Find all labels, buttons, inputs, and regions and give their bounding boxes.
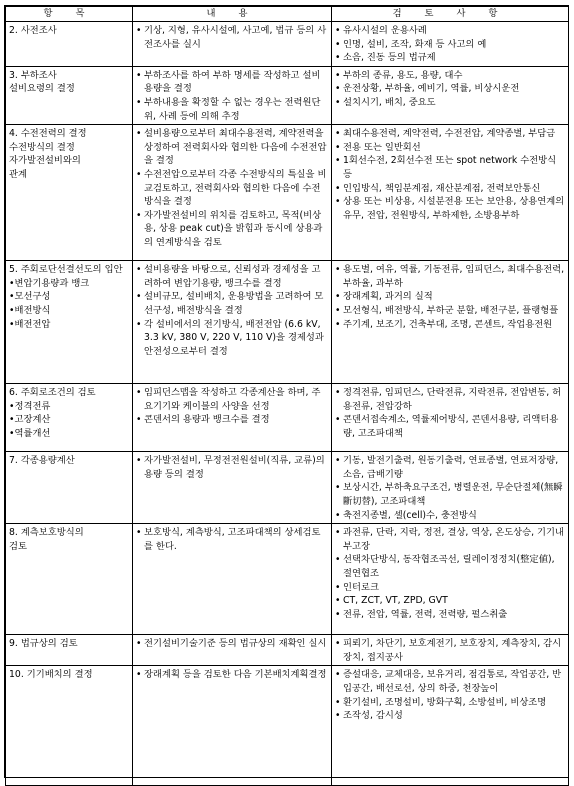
content-bullet: • 전기설비기술기준 등의 법규상의 재확인 실시 (136, 637, 328, 651)
header-review: 검 토 사 항 (332, 7, 569, 22)
review-bullet: • 선택차단방식, 동작협조곡선, 릴레이정정치(整定値), 절연협조 (335, 553, 565, 580)
review-bullet: • 운전상황, 부하율, 예비기, 역률, 비상시운전 (335, 82, 565, 96)
item-title-line: 9. 법규상의 검토 (9, 638, 78, 650)
item-title-line: 3. 부하조사 (9, 69, 57, 81)
content-cell (133, 635, 332, 666)
header-item: 항 목 (6, 7, 133, 22)
review-bullet: • 설치시기, 배치, 중요도 (335, 96, 565, 110)
review-bullet: • 증설대응, 교체대응, 보유거리, 점검통로, 작업공간, 반입공간, 배선로선, 상의 하중, 천장높이 (335, 668, 565, 695)
review-bullet: • 소음, 진동 등의 법규제 (335, 51, 565, 65)
item-title-line: 검토 (9, 540, 27, 552)
content-cell (133, 524, 332, 635)
item-title-line: 8. 계측보호방식의 (9, 527, 84, 539)
table-row (6, 66, 569, 124)
review-bullet: • 장래계획, 과거의 실적 (335, 290, 565, 304)
item-cell (6, 452, 133, 524)
content-bullet: • 각 설비에서의 전기방식, 배전전압 (6.6 kV, 3.3 kV, 380 V, 220 V, 110 V)을 경제성과 안전성으로부터 결정 (136, 318, 328, 359)
item-sub-point: • 모선구성 (9, 290, 129, 304)
item-cell (6, 635, 133, 666)
design-review-table (5, 6, 569, 786)
review-bullet: • 인명, 설비, 조작, 화재 등 사고의 예 (335, 38, 565, 52)
content-bullet: • 보호방식, 계측방식, 고조파대책의 상세검토를 한다. (136, 526, 328, 553)
item-title-line: 설비요령의 결정 (9, 83, 75, 95)
item-title-line: 수전방식의 결정 (9, 141, 75, 153)
content-bullet: • 부하조사를 하여 부하 명세를 작성하고 설비용량을 결정 (136, 69, 328, 96)
review-bullet: • 상용 또는 비상용, 시설분전용 또는 보안용, 상용연계의 유무, 전압, 전원방식, 부하제한, 소방용부하 (335, 195, 565, 222)
item-sub-point: • 역률개선 (9, 427, 129, 441)
content-bullet: • 자가발전설비, 무정전전원설비(직류, 교류)의 용량 등의 결정 (136, 454, 328, 481)
review-bullet: • CT, ZCT, VT, ZPD, GVT (335, 594, 565, 608)
content-bullet: • 부하내용을 확정할 수 없는 경우는 전력원단위, 사례 등에 의해 추정 (136, 96, 328, 123)
item-title-line: 7. 각종용량계산 (9, 455, 75, 467)
table-row (6, 261, 569, 384)
content-bullet: • 콘덴서의 용량과 뱅크수를 결정 (136, 413, 328, 427)
table-row (6, 22, 569, 67)
item-sub-point: • 정격전류 (9, 400, 129, 414)
review-cell (332, 261, 569, 384)
review-bullet: • 부하의 종류, 용도, 용량, 대수 (335, 69, 565, 83)
review-bullet: • 인입방식, 책임분계점, 재산분계점, 전력보안통신 (335, 182, 565, 196)
review-bullet: • 콘덴서접속계소, 역률제어방식, 콘덴서용량, 리액터용량, 고조파대책 (335, 413, 565, 440)
item-title-line: 2. 사전조사 (9, 25, 57, 36)
review-bullet: • 전류, 전압, 역률, 전력, 전력량, 펄스취출 (335, 608, 565, 622)
item-cell (6, 125, 133, 261)
review-bullet: • 최대수용전력, 계약전력, 수전전압, 계약종별, 부담금 (335, 127, 565, 141)
item-sub-point: • 고장계산 (9, 413, 129, 427)
content-bullet: • 설비용량을 바탕으로, 신뢰성과 경제성을 고려하여 변압기용량, 뱅크수를 결정 (136, 263, 328, 290)
content-bullet: • 임피던스맵을 작성하고 각종계산을 하며, 주요기기와 케이블의 사양을 선정 (136, 386, 328, 413)
review-bullet: • 1회선수전, 2회선수전 또는 spot network 수전방식 등 (335, 154, 565, 181)
review-bullet: • 인터로크 (335, 581, 565, 595)
review-bullet: • 정격전류, 임피던스, 단락전류, 지락전류, 전압변동, 허용전류, 전압강하 (335, 386, 565, 413)
item-sub-point: • 배전방식 (9, 304, 129, 318)
review-bullet: • 모선형식, 배전방식, 부하군 분할, 배전구분, 플랭형플 (335, 304, 565, 318)
item-title-line: 6. 주회로조건의 검토 (9, 387, 96, 399)
content-bullet: • 기상, 지형, 유사시설예, 사고예, 법규 등의 사전조사를 실시 (136, 24, 328, 51)
review-bullet: • 기동, 발전기출력, 원동기출력, 연료종별, 연료저장량, 소음, 급배기량 (335, 454, 565, 481)
content-cell (133, 261, 332, 384)
review-cell (332, 66, 569, 124)
review-cell (332, 125, 569, 261)
table-row (6, 524, 569, 635)
table-row (6, 125, 569, 261)
content-bullet: • 설비규모, 설비배치, 운용방법을 고려하여 모선구성, 배전방식을 결정 (136, 290, 328, 317)
table-row (6, 666, 569, 786)
review-bullet: • 보상시간, 부하축요구조건, 병렬운전, 무순단절체(無瞬斷切替), 고조파대책 (335, 481, 565, 508)
review-bullet: • 용도별, 여유, 역률, 기동전류, 임피던스, 최대수용전력, 부하율, 과부하 (335, 263, 565, 290)
review-bullet: • 조작성, 감시성 (335, 709, 565, 723)
content-bullet: • 수전전압으로부터 각종 수전방식의 특실을 비교검토하고, 전력회사와 협의한 다음에 수전방식을 결정 (136, 168, 328, 209)
content-bullet: • 장래계획 등을 검토한 다음 기본배치계획결정 (136, 668, 328, 682)
item-title-line: 4. 수전전력의 결정 (9, 128, 87, 140)
review-bullet: • 주기계, 보조기, 건축부대, 조명, 콘센트, 작업용전원 (335, 318, 565, 332)
review-bullet: • 전용 또는 일반회선 (335, 141, 565, 155)
item-cell (6, 66, 133, 124)
item-title-line: 5. 주회로단선결선도의 입안 (9, 264, 123, 276)
item-cell (6, 22, 133, 67)
content-cell (133, 22, 332, 67)
review-cell (332, 635, 569, 666)
table-row (6, 384, 569, 452)
content-cell (133, 452, 332, 524)
item-title-line: 자가발전설비와의 (9, 155, 81, 167)
review-bullet: • 유사시설의 운용사례 (335, 24, 565, 38)
review-cell (332, 524, 569, 635)
item-cell (6, 666, 133, 786)
table-row (6, 452, 569, 524)
review-bullet: • 환기설비, 조명설비, 방화구획, 소방설비, 비상조명 (335, 696, 565, 710)
review-bullet: • 과전류, 단락, 지락, 정전, 결상, 역상, 온도상승, 기기내부고장 (335, 526, 565, 553)
review-cell (332, 666, 569, 786)
item-sub-point: • 배전전압 (9, 318, 129, 332)
item-title-line: 10. 기기배치의 결정 (9, 669, 93, 681)
header-content: 내 용 (133, 7, 332, 22)
review-table-sheet (4, 5, 569, 778)
content-bullet: • 설비용량으로부터 최대수용전력, 계약전력을 상정하여 전력회사와 협의한 다음에 수전전압을 결정 (136, 127, 328, 168)
content-cell (133, 125, 332, 261)
review-bullet: • 축전지종별, 셀(cell)수, 충전방식 (335, 509, 565, 523)
table-header-row (6, 7, 569, 22)
item-cell (6, 384, 133, 452)
table-row (6, 635, 569, 666)
item-sub-point: • 변압기용량과 뱅크 (9, 277, 129, 291)
review-bullet: • 피뢰기, 차단기, 보호계전기, 보호장치, 계측장치, 감시장치, 접지공사 (335, 637, 565, 664)
review-cell (332, 452, 569, 524)
content-bullet: • 자가발전설비의 위치를 검토하고, 목적(비상용, 상용 peak cut)을 밝힘과 동시에 상용과의 연계방식을 검토 (136, 209, 328, 250)
item-cell (6, 261, 133, 384)
content-cell (133, 66, 332, 124)
item-cell (6, 524, 133, 635)
review-cell (332, 22, 569, 67)
review-cell (332, 384, 569, 452)
content-cell (133, 666, 332, 786)
item-title-line: 관계 (9, 168, 27, 180)
content-cell (133, 384, 332, 452)
